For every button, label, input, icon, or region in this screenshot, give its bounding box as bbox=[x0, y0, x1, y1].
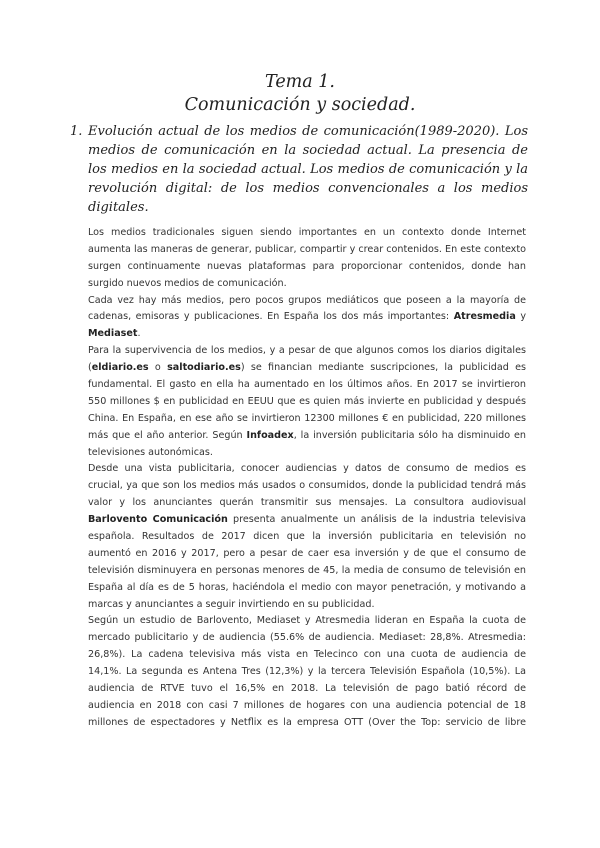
section-heading bbox=[70, 122, 528, 217]
heading-line: Evolución actual de los medios de comunicación(1989-2020). Los bbox=[88, 124, 528, 139]
section-number: 1. bbox=[70, 124, 83, 139]
text-line: China. En España, en ese año se invirtieron 12300 millones € en publicidad, 220 millones bbox=[88, 412, 526, 424]
bold-term: Atresmedia bbox=[453, 311, 516, 323]
text-line: millones de espectadores y Netflix es la empresa OTT (Over the Top: servicio de libre bbox=[88, 716, 526, 728]
bold-term: Infoadex bbox=[246, 429, 294, 441]
text-line: surgido nuevos medios de comunicación. bbox=[88, 277, 287, 289]
document-body bbox=[88, 225, 526, 732]
heading-line: digitales. bbox=[88, 200, 149, 215]
paragraph bbox=[88, 293, 526, 344]
text-line: más que el año anterior. Según Infoadex, la inversión publicitaria sólo ha disminuido en bbox=[88, 429, 526, 441]
text-line: Mediaset. bbox=[88, 328, 141, 340]
heading-line: medios de comunicación en la sociedad actual. La presencia de bbox=[88, 143, 528, 158]
heading-line: los medios en la sociedad actual. Los medios de comunicación y la bbox=[88, 162, 528, 177]
paragraph bbox=[88, 461, 526, 613]
text-line: española. Resultados de 2017 dicen que la inversión publicitaria en televisión no bbox=[88, 531, 526, 543]
text-line: (eldiario.es o saltodiario.es) se financian mediante suscripciones, la publicidad es bbox=[88, 362, 526, 374]
text-line: televisiones autonómicas. bbox=[88, 446, 213, 458]
bold-term: Mediaset bbox=[88, 328, 138, 340]
document-subtitle: Comunicación y sociedad. bbox=[184, 95, 416, 115]
bold-term: saltodiario.es bbox=[167, 362, 241, 374]
text-line: cadenas, emisoras y publicaciones. En España los dos más importantes: Atresmedia y bbox=[88, 311, 526, 323]
text-line: Los medios tradicionales siguen siendo importantes en un contexto donde Internet bbox=[88, 227, 526, 238]
paragraph bbox=[88, 225, 526, 293]
paragraph bbox=[88, 343, 526, 461]
text-line: marcas y anunciantes a seguir invirtiendo en su publicidad. bbox=[88, 598, 375, 610]
text-line: Cada vez hay más medios, pero pocos grupos mediáticos que poseen a la mayoría de bbox=[88, 294, 526, 306]
text-line: Barlovento Comunicación presenta anualmente un análisis de la industria televisiva bbox=[88, 514, 526, 526]
text-line: España al día es de 5 horas, haciéndola el medio con mayor penetración, y motivando a bbox=[88, 581, 526, 593]
text-line: Desde una vista publicitaria, conocer audiencias y datos de consumo de medios es bbox=[88, 463, 526, 475]
text-line: 26,8%). La cadena televisiva más vista en Telecinco con una cuota de audiencia de bbox=[88, 649, 526, 661]
bold-term: eldiario.es bbox=[91, 362, 149, 374]
text-line: mercado publicitario y de audiencia (55.6% de audiencia. Mediaset: 28,8%. Atresmedia: bbox=[88, 632, 526, 644]
heading-line: revolución digital: de los medios convencionales a los medios bbox=[88, 181, 528, 196]
document-title: Tema 1. bbox=[265, 72, 335, 92]
text-line: crucial, ya que son los medios más usados o consumidos, donde la publicidad tendrá más bbox=[88, 480, 526, 492]
text-line: Para la supervivencia de los medios, y a pesar de que algunos comos los diarios digitales bbox=[88, 345, 526, 357]
paragraph bbox=[88, 613, 526, 731]
text-line: fundamental. El gasto en ella ha aumentado en los últimos años. En 2017 se invirtieron bbox=[88, 379, 526, 391]
text-line: surgen continuamente nuevas plataformas para proporcionar contenidos, donde han bbox=[88, 260, 526, 272]
text-line: audiencia de RTVE tuvo el 16,5% en 2018. La televisión de pago batió récord de bbox=[88, 683, 526, 695]
text-line: valor y los anunciantes querán transmitir sus mensajes. La consultora audiovisual bbox=[88, 497, 526, 509]
text-line: aumenta las maneras de generar, publicar, compartir y crear contenidos. En este contexto bbox=[88, 243, 526, 255]
bold-term: Barlovento Comunicación bbox=[88, 514, 228, 526]
text-line: 550 millones $ en publicidad en EEUU que es quien más invierte en publicidad y después bbox=[88, 395, 526, 407]
text-line: Según un estudio de Barlovento, Mediaset y Atresmedia lideran en España la cuota de bbox=[88, 615, 526, 627]
text-line: televisión disminuyera en personas menores de 45, la media de consumo de televisión en bbox=[88, 564, 526, 576]
text-line: 14,1%. La segunda es Antena Tres (12,3%) y la tercera Televisión Española (10,5%). La bbox=[88, 666, 526, 678]
text-line: aumentó en 2016 y 2017, pero a pesar de caer esa inversión y de que el consumo de bbox=[88, 547, 526, 559]
text-line: audiencia en 2018 con casi 7 millones de hogares con una audiencia potencial de 18 bbox=[88, 699, 526, 711]
